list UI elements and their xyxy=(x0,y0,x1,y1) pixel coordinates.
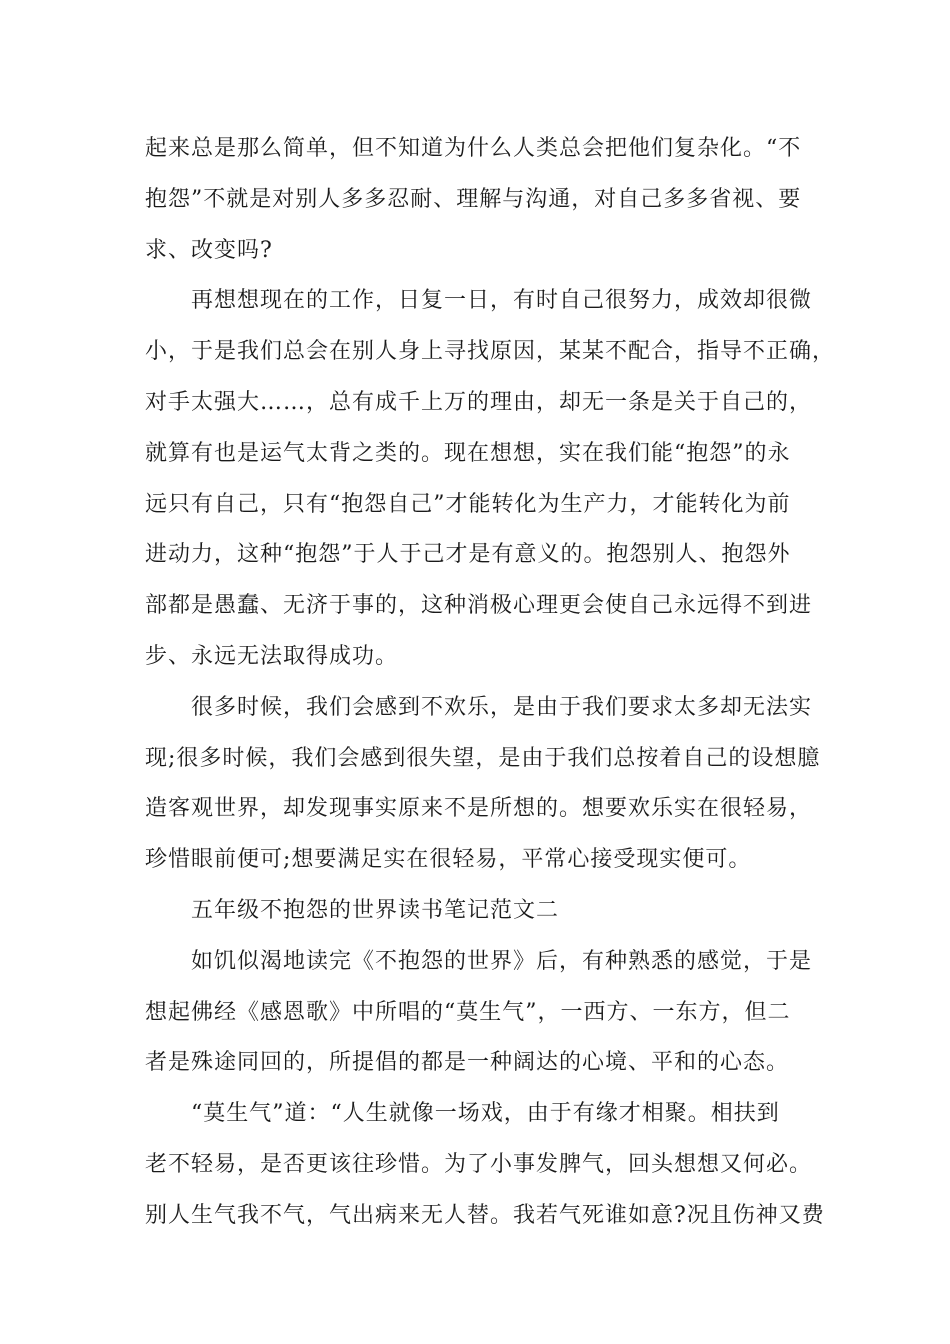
text-line: 部都是愚蠢、无济于事的，这种消极心理更会使自己永远得不到进 xyxy=(145,593,813,619)
text-line: 现;很多时候，我们会感到很失望，是由于我们总按着自己的设想臆 xyxy=(145,745,821,771)
text-line: 远只有自己，只有“抱怨自己”才能转化为生产力，才能转化为前 xyxy=(145,491,791,517)
text-line: 造客观世界，却发现事实原来不是所想的。想要欢乐实在很轻易， xyxy=(145,796,813,822)
text-line: 求、改变吗? xyxy=(145,237,273,263)
text-line: 进动力，这种“抱怨”于人于己才是有意义的。抱怨别人、抱怨外 xyxy=(145,542,791,568)
text-line: 者是殊途同回的，所提倡的都是一种阔达的心境、平和的心态。 xyxy=(145,1050,790,1076)
text-line: 起来总是那么简单，但不知道为什么人类总会把他们复杂化。“不 xyxy=(145,136,802,161)
paragraph-start-line: 再想想现在的工作，日复一日，有时自己很努力，成效却很微 xyxy=(191,288,813,314)
text-line: 步、永远无法取得成功。 xyxy=(145,643,399,669)
paragraph-start-line: “莫生气”道：“人生就像一场戏，由于有缘才相聚。相扶到 xyxy=(191,1101,780,1127)
text-line: 对手太强大……，总有成千上万的理由，却无一条是关于自己的， xyxy=(145,389,813,415)
text-line: 就算有也是运气太背之类的。现在想想，实在我们能“抱怨”的永 xyxy=(145,440,791,466)
text-line: 珍惜眼前便可;想要满足实在很轻易，平常心接受现实便可。 xyxy=(145,847,752,873)
text-line: 想起佛经《感恩歌》中所唱的“莫生气”，一西方、一东方，但二 xyxy=(145,999,791,1025)
section-heading: 五年级不抱怨的世界读书笔记范文二 xyxy=(191,897,560,923)
text-line: 老不轻易，是否更该往珍惜。为了小事发脾气，回头想想又何必。 xyxy=(145,1151,813,1177)
text-line: 小，于是我们总会在别人身上寻找原因，某某不配合，指导不正确， xyxy=(145,339,836,365)
text-line: 抱怨”不就是对别人多多忍耐、理解与沟通，对自己多多省视、要 xyxy=(145,186,802,212)
paragraph-start-line: 如饥似渴地读完《不抱怨的世界》后，有种熟悉的感觉，于是 xyxy=(191,948,813,974)
document-body xyxy=(145,124,836,1242)
paragraph-start-line: 很多时候，我们会感到不欢乐，是由于我们要求太多却无法实 xyxy=(191,694,813,720)
text-line: 别人生气我不气，气出病来无人替。我若气死谁如意?况且伤神又费 xyxy=(145,1202,825,1228)
